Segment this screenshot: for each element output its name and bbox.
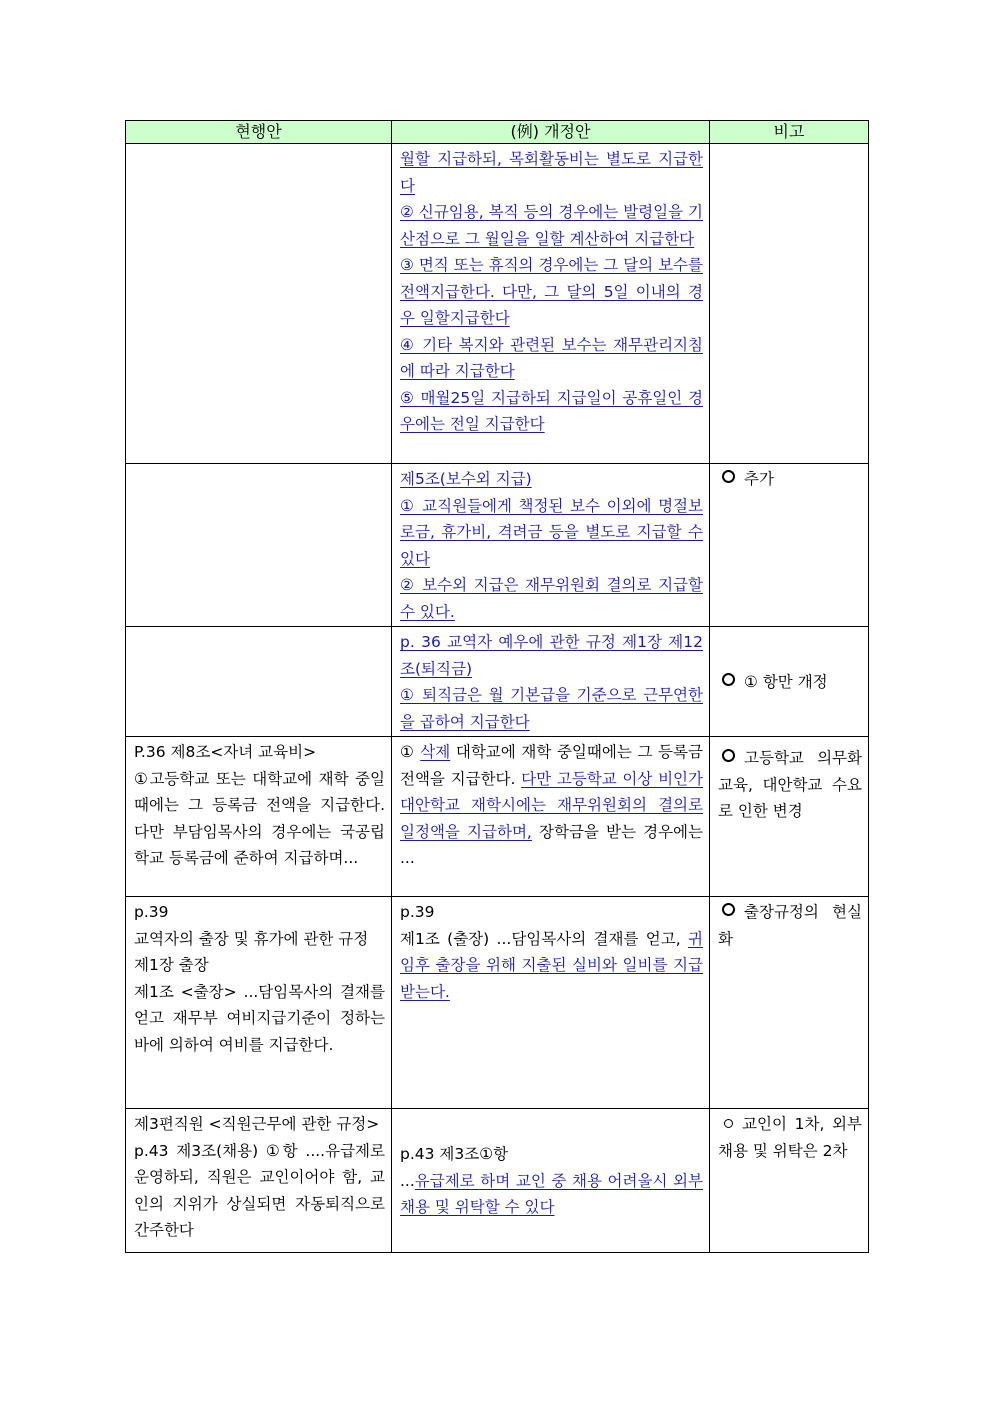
table-row [126, 627, 869, 737]
revised-text: 장학금을 받는 경우에는 ... [400, 822, 703, 867]
cell-revised [392, 464, 710, 627]
table-row [126, 1109, 869, 1253]
note-text: 고등학교 의무화교육, 대안학교 수요로 인한 변경 [718, 749, 862, 820]
revised-line: ① 교직원들에게 책정된 보수 이외에 명절보로금, 휴가비, 격려금 등을 별도로 지급할 수 있다 [400, 496, 703, 568]
cell-note [710, 1109, 869, 1253]
table-row [126, 737, 869, 897]
cell-current [126, 737, 392, 897]
header-current: 현행안 [126, 121, 392, 144]
current-line: 제1장 출장 [134, 956, 209, 974]
cell-current [126, 897, 392, 1109]
circle-bullet-icon [724, 1119, 733, 1128]
revised-line: ④ 기타 복지와 관련된 보수는 재무관리지침에 따라 지급한다 [400, 335, 703, 380]
cell-current [126, 627, 392, 737]
revised-line: ② 보수외 지급은 재무위원회 결의로 지급할 수 있다. [400, 576, 703, 621]
header-row [126, 121, 869, 144]
note-text: 교인이 1차, 외부채용 및 위탁은 2차 [718, 1115, 862, 1160]
revised-line: 제5조(보수외 지급) [400, 470, 532, 488]
cell-note [710, 144, 869, 464]
cell-current [126, 1109, 392, 1253]
table-row [126, 897, 869, 1109]
current-line: 교역자의 출장 및 휴가에 관한 규정 [134, 929, 369, 948]
current-line: p.39 [134, 903, 169, 921]
revised-line: 월할 지급하되, 목회활동비는 별도로 지급한다 [400, 150, 703, 195]
cell-current [126, 144, 392, 464]
revised-added: 유급제로 하며 교인 중 채용 어려울시 외부채용 및 위탁할 수 있다 [400, 1171, 703, 1217]
cell-revised [392, 144, 710, 464]
revised-line: ② 신규임용, 복직 등의 경우에는 발령일을 기산점으로 그 월일을 일할 계산하여 지급한다 [400, 203, 703, 248]
current-line: P.36 제8조<자녀 교육비> [134, 743, 317, 761]
cell-revised [392, 1109, 710, 1253]
note-text: 추가 [744, 470, 774, 488]
revised-added: 귀임후 출장을 위해 지출된 실비와 일비를 지급받는다. [400, 929, 703, 1001]
note-text: ① 항만 개정 [744, 672, 828, 691]
current-line: 제1조 <출장> ...담임목사의 결재를 얻고 재무부 여비지급기준이 정하는 바에 의하여 여비를 지급한다. [134, 982, 385, 1054]
revised-prefix: ① [400, 743, 415, 761]
current-line: p.43 제3조(채용) ①항 ....유급제로 운영하되, 직원은 교인이어야 함, 교인의 지위가 상실되면 자동퇴직으로 간주한다 [134, 1141, 385, 1239]
circle-bullet-icon [722, 673, 735, 686]
cell-current [126, 464, 392, 627]
cell-revised [392, 897, 710, 1109]
revised-text: 대학교에 재학 중일때에는 그 등록금 전액을 지급한다. [400, 743, 703, 788]
revised-line: ⑤ 매월25일 지급하되 지급일이 공휴일인 경우에는 전일 지급한다 [400, 388, 703, 433]
table-row [126, 144, 869, 464]
cell-note [710, 897, 869, 1109]
cell-note [710, 737, 869, 897]
revised-line: p.39 [400, 903, 435, 921]
current-line: ①고등학교 또는 대학교에 재학 중일때에는 그 등록금 전액을 지급한다. 다만 부담임목사의 경우에는 국공립학교 등록금에 준하여 지급하며... [134, 769, 385, 867]
cell-note [710, 464, 869, 627]
revised-added: 다만 고등학교 이상 비인가 대안학교 재학시에는 재무위원회의 결의로 일정액을 지급하며, [400, 769, 703, 841]
revised-deleted: 삭제 [420, 743, 451, 761]
header-revised: (例) 개정안 [392, 121, 710, 144]
circle-bullet-icon [722, 470, 735, 483]
revised-line: ① 퇴직금은 월 기본급을 기준으로 근무연한을 곱하여 지급한다 [400, 686, 703, 731]
cell-note [710, 627, 869, 737]
comparison-table [125, 120, 869, 1253]
cell-revised [392, 737, 710, 897]
revised-line: p.43 제3조①항 [400, 1145, 509, 1164]
revised-line: p. 36 교역자 예우에 관한 규정 제1장 제12조(퇴직금) [400, 633, 703, 678]
cell-revised [392, 627, 710, 737]
circle-bullet-icon [722, 903, 735, 916]
current-line: 제3편직원 <직원근무에 관한 규정> [134, 1115, 380, 1133]
revised-text: 제1조 (출장) ...담임목사의 결재를 얻고, [400, 929, 681, 948]
table-row [126, 464, 869, 627]
circle-bullet-icon [722, 749, 735, 762]
revised-text: ... [400, 1171, 415, 1190]
header-note: 비고 [710, 121, 869, 144]
revised-line: ③ 면직 또는 휴직의 경우에는 그 달의 보수를 전액지급한다. 다만, 그 달의 5일 이내의 경우 일할지급한다 [400, 256, 703, 327]
note-text: 출장규정의 현실화 [718, 903, 862, 948]
comparison-page [125, 120, 868, 1253]
